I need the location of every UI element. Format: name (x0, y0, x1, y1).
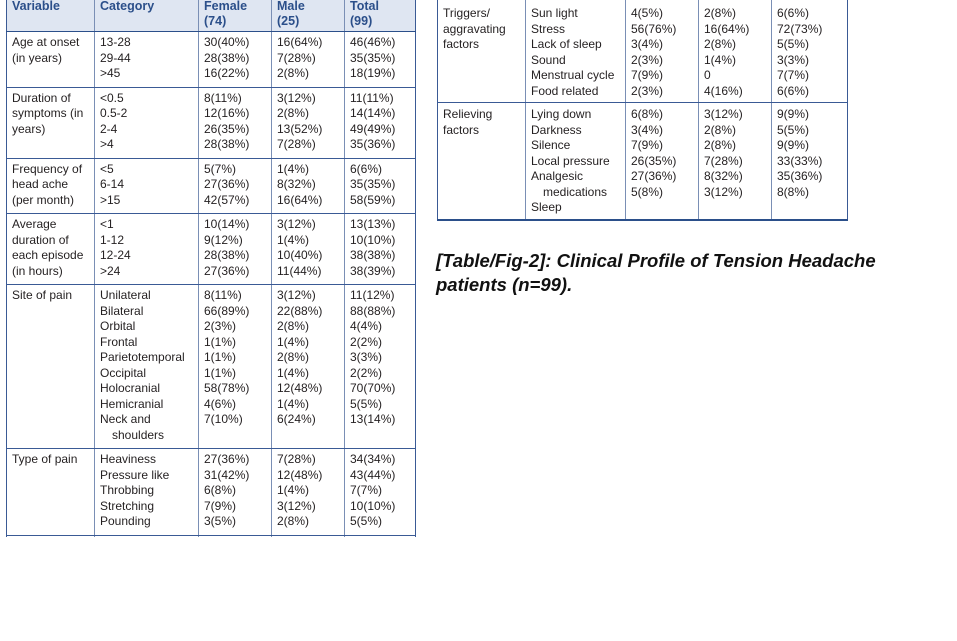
cell-line: 6(8%) (631, 107, 664, 121)
category-cell (526, 0, 626, 103)
cell-line: Silence (531, 138, 571, 152)
cell-line: 72(73%) (777, 21, 823, 36)
cell-line: 16(64%) (277, 192, 323, 207)
category-cell (95, 32, 199, 88)
cell-line: 8(8%) (777, 184, 810, 199)
cell-line: 3(5%) (204, 514, 237, 528)
cell-line: Local pressure (531, 153, 610, 168)
cell-line: 12(48%) (277, 467, 323, 482)
cell-line: Site of pain (12, 288, 73, 302)
cell-line: 8(11%) (204, 288, 242, 302)
cell-line: 88(88%) (350, 303, 396, 318)
male-cell (699, 0, 772, 103)
cell-line: 16(64%) (277, 35, 323, 49)
cell-line: 10(10%) (350, 232, 396, 247)
cell-line: 7(9%) (631, 68, 664, 82)
cell-line: 1(1%) (204, 350, 237, 364)
cell-line: 13(52%) (277, 121, 323, 136)
variable-cell (7, 214, 95, 285)
category-cell (95, 158, 199, 214)
cell-line: 46(46%) (350, 35, 396, 49)
cell-line: Orbital (100, 319, 136, 333)
cell-line: 2(3%) (204, 319, 237, 333)
cell-line: 13-28 (100, 35, 131, 49)
clinical-profile-table-left (6, 0, 416, 537)
cell-line: 42(57%) (204, 192, 250, 207)
cell-line: Parietotemporal (100, 350, 185, 364)
cell-line: 28(38%) (204, 248, 250, 262)
table-header-row (7, 0, 416, 32)
cell-line: 2(8%) (277, 350, 310, 364)
male-cell (272, 158, 345, 214)
clinical-profile-table-right (437, 0, 848, 221)
cell-line: 2(3%) (631, 83, 664, 98)
cell-line: 3(12%) (277, 217, 316, 231)
cell-line: 58(78%) (204, 381, 250, 395)
cell-line: 6(6%) (350, 161, 383, 176)
cell-line: 3(4%) (631, 122, 664, 137)
empty-cell (345, 535, 416, 537)
cell-line: 2(2%) (350, 365, 383, 380)
cell-line: 27(36%) (631, 169, 677, 183)
cell-line: Lying down (531, 107, 592, 121)
total-cell (345, 214, 416, 285)
cell-line: 2(8%) (704, 37, 737, 51)
cell-line: symptoms (in (12, 106, 84, 120)
table-row (7, 214, 416, 285)
male-cell (272, 87, 345, 158)
cell-line: >24 (100, 263, 121, 278)
cell-line: 9(9%) (777, 107, 810, 121)
cell-line: (in hours) (12, 263, 63, 278)
cell-line: 56(76%) (631, 21, 677, 36)
cell-line: 35(36%) (350, 137, 396, 151)
cell-line: 26(35%) (204, 121, 250, 136)
variable-cell (7, 158, 95, 214)
total-cell (345, 87, 416, 158)
cell-line: 31(42%) (204, 467, 250, 482)
cell-line: 2(8%) (277, 66, 310, 80)
cell-line: 27(36%) (204, 263, 250, 278)
cell-line: 3(12%) (277, 288, 316, 302)
cell-line: Lack of sleep (531, 37, 602, 51)
header-variable: Variable (7, 0, 95, 32)
cell-line: Average (12, 217, 57, 231)
cell-line: Unilateral (100, 288, 151, 302)
total-cell (345, 449, 416, 536)
cell-line: 70(70%) (350, 381, 396, 395)
total-cell (345, 32, 416, 88)
cell-line: Type of pain (12, 452, 78, 466)
cell-line: 16(22%) (204, 66, 250, 80)
cell-line: 1(4%) (277, 161, 310, 176)
cell-line: 38(39%) (350, 263, 396, 278)
female-cell (199, 285, 272, 449)
cell-line: 2(8%) (277, 106, 310, 120)
cell-line: Sound (531, 52, 566, 67)
female-cell (199, 214, 272, 285)
category-cell (526, 103, 626, 220)
cell-line: medications (543, 184, 608, 199)
cell-line: factors (443, 122, 480, 137)
cell-line: 7(28%) (704, 153, 743, 168)
cell-line: 7(10%) (204, 412, 243, 426)
header-total: Total (99) (345, 0, 416, 32)
male-cell (699, 103, 772, 220)
cell-line: 1(4%) (277, 232, 310, 247)
cell-line: 27(36%) (204, 452, 250, 466)
empty-cell (199, 535, 272, 537)
cell-line: 11(12%) (350, 288, 395, 302)
cell-line: Hemicranial (100, 396, 164, 411)
cell-line: 4(4%) (350, 319, 383, 333)
cell-line: 35(36%) (777, 169, 823, 183)
table-caption: [Table/Fig-2]: Clinical Profile of Tension Headache patients (n=99). (436, 250, 876, 295)
empty-cell (7, 535, 95, 537)
cell-line: 5(8%) (631, 184, 664, 199)
cell-line: Analgesic (531, 169, 584, 183)
cell-line: 7(9%) (631, 138, 664, 152)
cell-line: 29-44 (100, 50, 131, 65)
cell-line: 10(40%) (277, 248, 323, 262)
cell-line: 38(38%) (350, 248, 396, 262)
male-cell (272, 214, 345, 285)
cell-line: 30(40%) (204, 35, 250, 49)
cell-line: (per month) (12, 192, 75, 207)
cell-line: 33(33%) (777, 153, 823, 168)
cell-line: 9(12%) (204, 232, 243, 247)
category-cell (95, 87, 199, 158)
cell-line: 8(32%) (704, 169, 743, 183)
cell-line: Occipital (100, 365, 147, 380)
cell-line: Stress (531, 21, 566, 36)
cell-line: 3(4%) (631, 37, 664, 51)
cell-line: 34(34%) (350, 452, 396, 466)
cell-line: 1(4%) (704, 52, 737, 67)
cell-line: 3(3%) (350, 350, 383, 364)
cell-line: 6(6%) (777, 6, 810, 20)
cell-line: >45 (100, 66, 121, 80)
cell-line: 1(1%) (204, 334, 237, 349)
cell-line: 0 (704, 68, 711, 82)
cell-line: <0.5 (100, 90, 124, 105)
total-cell (345, 158, 416, 214)
cell-line: 5(7%) (204, 161, 237, 176)
cell-line: 4(16%) (704, 83, 743, 98)
cell-line: 9(9%) (777, 138, 810, 152)
header-category: Category (95, 0, 199, 32)
cell-line: 2(8%) (277, 319, 310, 333)
cell-line: Duration of (12, 90, 71, 105)
cell-line: 4(6%) (204, 396, 237, 411)
cell-line: Triggers/ (443, 6, 490, 20)
cell-line: 1(4%) (277, 365, 310, 380)
variable-cell (7, 87, 95, 158)
cell-line: 3(12%) (704, 184, 743, 199)
cell-line: >4 (100, 137, 114, 151)
cell-line: 3(12%) (704, 107, 743, 121)
female-cell (626, 0, 699, 103)
cell-line: Throbbing (100, 483, 155, 497)
cell-line: shoulders (112, 427, 165, 442)
cell-line: 7(7%) (777, 68, 810, 82)
cell-line: Darkness (531, 122, 582, 137)
cell-line: 1-12 (100, 232, 125, 247)
cell-line: 10(10%) (350, 498, 396, 513)
total-cell (772, 0, 848, 103)
cell-line: <1 (100, 217, 114, 231)
variable-cell (438, 103, 526, 220)
cell-line: 2(8%) (277, 514, 310, 528)
cell-line: 5(5%) (777, 122, 810, 137)
cell-line: 16(64%) (704, 21, 750, 36)
cell-line: 12-24 (100, 248, 131, 262)
cell-line: 1(4%) (277, 334, 310, 349)
empty-cell (95, 535, 199, 537)
cell-line: 27(36%) (204, 177, 250, 191)
cell-line: years) (12, 121, 46, 136)
cell-line: 3(12%) (277, 90, 316, 105)
table-row (7, 32, 416, 88)
cell-line: Heaviness (100, 452, 157, 466)
cell-line: 13(13%) (350, 217, 396, 231)
cell-line: 12(48%) (277, 381, 323, 395)
cell-line: 26(35%) (631, 153, 677, 168)
empty-cell (272, 535, 345, 537)
cell-line: 6(24%) (277, 412, 316, 426)
cell-line: 6-14 (100, 177, 125, 191)
male-cell (272, 449, 345, 536)
cell-line: 28(38%) (204, 50, 250, 65)
cell-line: 3(12%) (277, 498, 316, 513)
header-female: Female (74) (199, 0, 272, 32)
table-row (7, 449, 416, 536)
table-row (438, 0, 848, 103)
cell-line: Pressure like (100, 467, 170, 482)
cell-line: 7(7%) (350, 483, 383, 497)
cell-line: Food related (531, 83, 599, 98)
female-cell (626, 103, 699, 220)
male-cell (272, 285, 345, 449)
cell-line: 1(4%) (277, 483, 310, 497)
cell-line: duration of (12, 232, 69, 247)
table-row (7, 158, 416, 214)
cell-line: aggravating (443, 21, 506, 36)
cell-line: 35(35%) (350, 50, 396, 65)
female-cell (199, 449, 272, 536)
female-cell (199, 32, 272, 88)
cell-line: 12(16%) (204, 106, 250, 120)
female-cell (199, 87, 272, 158)
header-male: Male (25) (272, 0, 345, 32)
cell-line: 5(5%) (350, 396, 383, 411)
cell-line: 8(11%) (204, 90, 242, 105)
total-cell (772, 103, 848, 220)
cell-line: 8(32%) (277, 177, 316, 191)
female-cell (199, 158, 272, 214)
cell-line: 14(14%) (350, 106, 396, 120)
cell-line: 58(59%) (350, 192, 396, 207)
category-cell (95, 214, 199, 285)
cell-line: 2(2%) (350, 334, 383, 349)
truncated-row (7, 535, 416, 537)
cell-line: Bilateral (100, 303, 144, 318)
cell-line: Pounding (100, 514, 151, 528)
cell-line: Stretching (100, 498, 155, 513)
cell-line: 18(19%) (350, 66, 396, 80)
cell-line: 2-4 (100, 121, 118, 136)
table-row (7, 285, 416, 449)
cell-line: 11(11%) (350, 90, 394, 105)
category-cell (95, 285, 199, 449)
cell-line: 7(28%) (277, 137, 316, 151)
cell-line: 22(88%) (277, 303, 323, 318)
cell-line: 6(6%) (777, 83, 810, 98)
variable-cell (7, 449, 95, 536)
category-cell (95, 449, 199, 536)
cell-line: 4(5%) (631, 6, 664, 20)
cell-line: 13(14%) (350, 412, 396, 426)
cell-line: 1(1%) (204, 365, 237, 380)
cell-line: Age at onset (12, 35, 80, 49)
cell-line: head ache (12, 177, 69, 191)
cell-line: Sun light (531, 6, 578, 20)
cell-line: Frontal (100, 334, 138, 349)
cell-line: Frequency of (12, 161, 83, 176)
cell-line: each episode (12, 248, 84, 262)
cell-line: <5 (100, 161, 114, 176)
cell-line: (in years) (12, 50, 63, 65)
cell-line: Holocranial (100, 381, 161, 395)
table-row (7, 87, 416, 158)
cell-line: 11(44%) (277, 263, 322, 278)
cell-line: 7(28%) (277, 50, 316, 65)
cell-line: Relieving (443, 107, 493, 121)
cell-line: 2(8%) (704, 138, 737, 152)
variable-cell (7, 32, 95, 88)
cell-line: 6(8%) (204, 483, 237, 497)
cell-line: 28(38%) (204, 137, 250, 151)
cell-line: Neck and (100, 412, 151, 426)
cell-line: 5(5%) (350, 514, 383, 528)
cell-line: >15 (100, 192, 121, 207)
cell-line: 5(5%) (777, 37, 810, 51)
cell-line: Sleep (531, 200, 562, 214)
cell-line: 35(35%) (350, 177, 396, 191)
cell-line: 2(3%) (631, 52, 664, 67)
cell-line: 1(4%) (277, 396, 310, 411)
cell-line: 7(9%) (204, 498, 237, 513)
cell-line: 2(8%) (704, 122, 737, 137)
variable-cell (438, 0, 526, 103)
cell-line: 43(44%) (350, 467, 396, 482)
cell-line: 66(89%) (204, 303, 250, 318)
total-cell (345, 285, 416, 449)
table-row (438, 103, 848, 220)
cell-line: Menstrual cycle (531, 68, 615, 82)
cell-line: 0.5-2 (100, 106, 128, 120)
cell-line: 2(8%) (704, 6, 737, 20)
cell-line: 3(3%) (777, 52, 810, 67)
variable-cell (7, 285, 95, 449)
male-cell (272, 32, 345, 88)
cell-line: factors (443, 37, 480, 51)
cell-line: 49(49%) (350, 121, 396, 136)
cell-line: 10(14%) (204, 217, 250, 231)
cell-line: 7(28%) (277, 452, 316, 466)
